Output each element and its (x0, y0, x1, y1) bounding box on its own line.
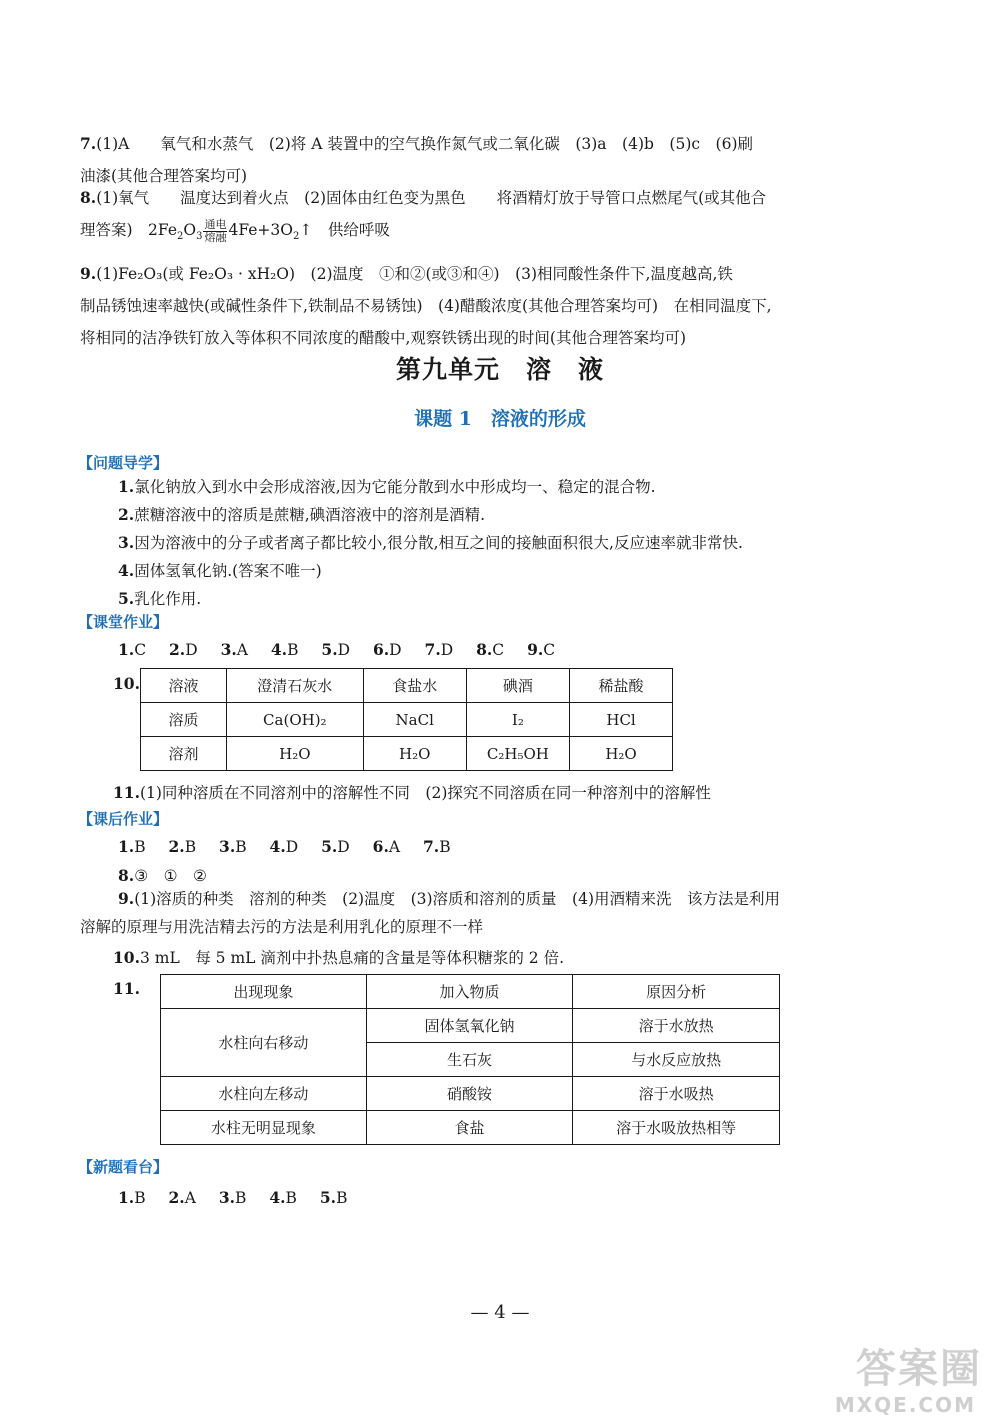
answer-number: 8. (476, 640, 493, 659)
answer-choice: B (184, 838, 197, 856)
answer-choice: B (134, 838, 146, 856)
question-number: 7. (80, 134, 97, 153)
table-cell: 碘酒 (466, 669, 569, 703)
answer-choice: D (440, 641, 454, 659)
table-row (141, 737, 673, 771)
watermark-logo (832, 1337, 982, 1417)
solution-table (140, 668, 673, 771)
lesson-title: 课题 1 溶液的形成 (414, 408, 586, 430)
equation-right: 4Fe+3O (228, 221, 293, 239)
answer-text: 油漆(其他合理答案均可) (80, 167, 248, 185)
answer-text: (1)Fe₂O₃(或 Fe₂O₃ · xH₂O) (2)温度 ①和②(或③和④) (3)相同酸性条件下,温度越高,铁 (96, 265, 733, 283)
table-cell: 与水反应放热 (573, 1043, 780, 1077)
page-number: — 4 — (470, 1302, 530, 1323)
table-cell: 溶于水放热 (573, 1009, 780, 1043)
answer-text: ③ ① ② (134, 867, 207, 885)
answer-text: 制品锈蚀速率越快(或碱性条件下,铁制品不易锈蚀) (4)醋酸浓度(其他合理答案均可) 在相同温度下, (80, 297, 772, 315)
question-8 (80, 182, 880, 253)
table-cell: 溶质 (141, 703, 227, 737)
answer-choice: C (543, 641, 556, 659)
question-number: 11. (113, 783, 140, 802)
answer-choice: A (388, 838, 401, 856)
table-cell: 溶于水吸放热相等 (573, 1111, 780, 1145)
answer-number: 7. (423, 837, 440, 856)
answer-choice: B (439, 838, 451, 856)
question-11 (113, 781, 711, 803)
answer-number: 1. (118, 1188, 135, 1207)
table-cell: 生石灰 (366, 1043, 573, 1077)
table-cell: C₂H₅OH (466, 737, 569, 771)
item-text: 蔗糖溶液中的溶质是蔗糖,碘酒溶液中的溶剂是酒精. (134, 506, 486, 524)
item-text: 乳化作用. (134, 590, 202, 608)
answer-text: (1)同种溶质在不同溶剂中的溶解性不同 (2)探究不同溶质在同一种溶剂中的溶解性 (139, 784, 711, 802)
table-row (161, 1077, 780, 1111)
answer-text: (1)氧气 温度达到着火点 (2)固体由红色变为黑色 将酒精灯放于导管口点燃尾气(或其他合 (96, 189, 767, 207)
item-number: 2. (118, 505, 135, 524)
answer-number: 7. (424, 640, 441, 659)
answer-number: 4. (270, 640, 288, 659)
list-item (118, 501, 918, 529)
question-number: 10. (113, 674, 140, 693)
watermark-url: MXQE.COM (834, 1393, 976, 1417)
guide-list (118, 473, 918, 613)
answer-choice: B (235, 1189, 247, 1207)
answer-number: 6. (372, 837, 389, 856)
answer-choice: B (285, 1189, 297, 1207)
answer-text: 3 mL 每 5 mL 滴剂中扑热息痛的含量是等体积糖浆的 2 倍. (139, 949, 565, 967)
answer-choice: B (287, 641, 299, 659)
answer-text: (1)A 氧气和水蒸气 (2)将 A 装置中的空气换作氮气或二氧化碳 (3)a (4)b (5)c (6)刷 (96, 135, 754, 153)
answer-choice: C (134, 641, 147, 659)
table-cell: I₂ (466, 703, 569, 737)
condition-bottom: 熔融 (204, 230, 227, 244)
answer-number: 3. (220, 640, 237, 659)
answer-choice: A (184, 1189, 196, 1207)
table-row (161, 1009, 780, 1043)
table-cell: 溶于水吸热 (573, 1077, 780, 1111)
table-row (161, 1111, 780, 1145)
answer-number: 6. (372, 640, 390, 659)
table-cell: 溶剂 (141, 737, 227, 771)
section-tag-homework: 【课后作业】 (78, 810, 169, 828)
answer-text: 将相同的洁净铁钉放入等体积不同浓度的醋酸中,观察铁锈出现的时间(其他合理答案均可) (80, 329, 687, 347)
section-tag-new-questions: 【新题看台】 (78, 1158, 169, 1176)
reaction-condition (203, 219, 227, 244)
table-cell: 溶液 (141, 669, 227, 703)
homework-question-9 (80, 885, 880, 941)
table-cell: 食盐水 (363, 669, 466, 703)
new-question-answers (118, 1188, 347, 1207)
item-number: 3. (118, 533, 135, 552)
table-cell: HCl (570, 703, 673, 737)
table-cell: 澄清石灰水 (226, 669, 363, 703)
answer-choice: B (134, 1189, 146, 1207)
answer-choice: D (185, 641, 198, 659)
answer-number: 9. (527, 640, 544, 659)
table-row (141, 669, 673, 703)
section-tag-classwork: 【课堂作业】 (78, 613, 169, 631)
equation-line: 理答案) $2Fe_2O_3$ $\frac{\text{通电}}{\text{熔融}}$ $4Fe+3O_2↑$ 供给呼吸 (80, 217, 390, 244)
answer-choice: D (337, 641, 351, 659)
answer-choice: D (285, 838, 299, 856)
equation-end: ↑ 供给呼吸 (299, 221, 390, 239)
answer-text: 溶解的原理与用洗洁精去污的方法是利用乳化的原理不一样 (80, 918, 484, 936)
list-item (118, 585, 918, 613)
list-item (118, 473, 918, 501)
answer-number: 2. (169, 640, 186, 659)
unit-title: 第九单元 溶 液 (395, 355, 604, 384)
table-cell: Ca(OH)₂ (226, 703, 363, 737)
answer-number: 2. (168, 837, 185, 856)
answer-number: 1. (118, 837, 135, 856)
answer-choice: D (337, 838, 350, 856)
answer-number: 4. (269, 1188, 286, 1207)
question-number: 9. (80, 264, 97, 283)
item-text: 固体氢氧化钠.(答案不唯一) (134, 562, 322, 580)
item-number: 4. (118, 561, 135, 580)
item-number: 1. (118, 477, 135, 496)
answer-choice: C (492, 641, 505, 659)
item-text: 因为溶液中的分子或者离子都比较小,很分散,相互之间的接触面积很大,反应速率就非常快. (134, 534, 743, 552)
table-row (141, 703, 673, 737)
homework-question-8 (118, 864, 207, 886)
table-cell: 硝酸铵 (366, 1077, 573, 1111)
table-cell: 固体氢氧化钠 (366, 1009, 573, 1043)
table-cell: 稀盐酸 (570, 669, 673, 703)
homework-question-10 (113, 946, 564, 968)
answer-number: 1. (118, 640, 135, 659)
answer-number: 5. (321, 837, 338, 856)
table-cell: NaCl (363, 703, 466, 737)
answer-choice: D (389, 641, 402, 659)
answer-choice: A (236, 641, 248, 659)
table-cell: H₂O (226, 737, 363, 771)
section-tag-guide: 【问题导学】 (78, 454, 169, 472)
item-number: 5. (118, 589, 135, 608)
question-9 (80, 258, 880, 354)
table-cell: 水柱向左移动 (161, 1077, 367, 1111)
table-cell: 食盐 (366, 1111, 573, 1145)
answer-number: 3. (218, 1188, 236, 1207)
condition-top: 通电 (204, 217, 227, 231)
table-header: 原因分析 (573, 975, 780, 1009)
answer-number: 5. (319, 1188, 337, 1207)
answer-choice: B (235, 838, 247, 856)
table-header: 加入物质 (366, 975, 573, 1009)
list-item (118, 529, 918, 557)
item-text: 氯化钠放入到水中会形成溶液,因为它能分散到水中形成均一、稳定的混合物. (134, 478, 656, 496)
table-cell: 水柱无明显现象 (161, 1111, 367, 1145)
table-cell: 水柱向右移动 (161, 1009, 367, 1077)
answer-number: 3. (219, 837, 236, 856)
phenomenon-table (160, 974, 780, 1145)
answer-text: (1)溶质的种类 溶剂的种类 (2)温度 (3)溶质和溶剂的质量 (4)用酒精来洗 该方法是利用 (134, 890, 781, 908)
table-cell: H₂O (363, 737, 466, 771)
question-number: 8. (118, 866, 135, 885)
watermark-text: 答案圈 (856, 1346, 982, 1392)
classwork-answers (118, 640, 555, 659)
question-number: 10. (113, 948, 140, 967)
answer-number: 2. (168, 1188, 185, 1207)
table-row (161, 975, 780, 1009)
question-number: 11. (113, 979, 140, 998)
equation-left: 理答案) 2Fe (80, 221, 177, 239)
question-number: 8. (80, 188, 97, 207)
table-header: 出现现象 (161, 975, 367, 1009)
answer-number: 4. (269, 837, 286, 856)
table-cell: H₂O (570, 737, 673, 771)
answer-choice: B (336, 1189, 348, 1207)
list-item (118, 557, 918, 585)
question-number: 9. (118, 889, 135, 908)
homework-answers (118, 837, 451, 856)
answer-number: 5. (321, 640, 338, 659)
